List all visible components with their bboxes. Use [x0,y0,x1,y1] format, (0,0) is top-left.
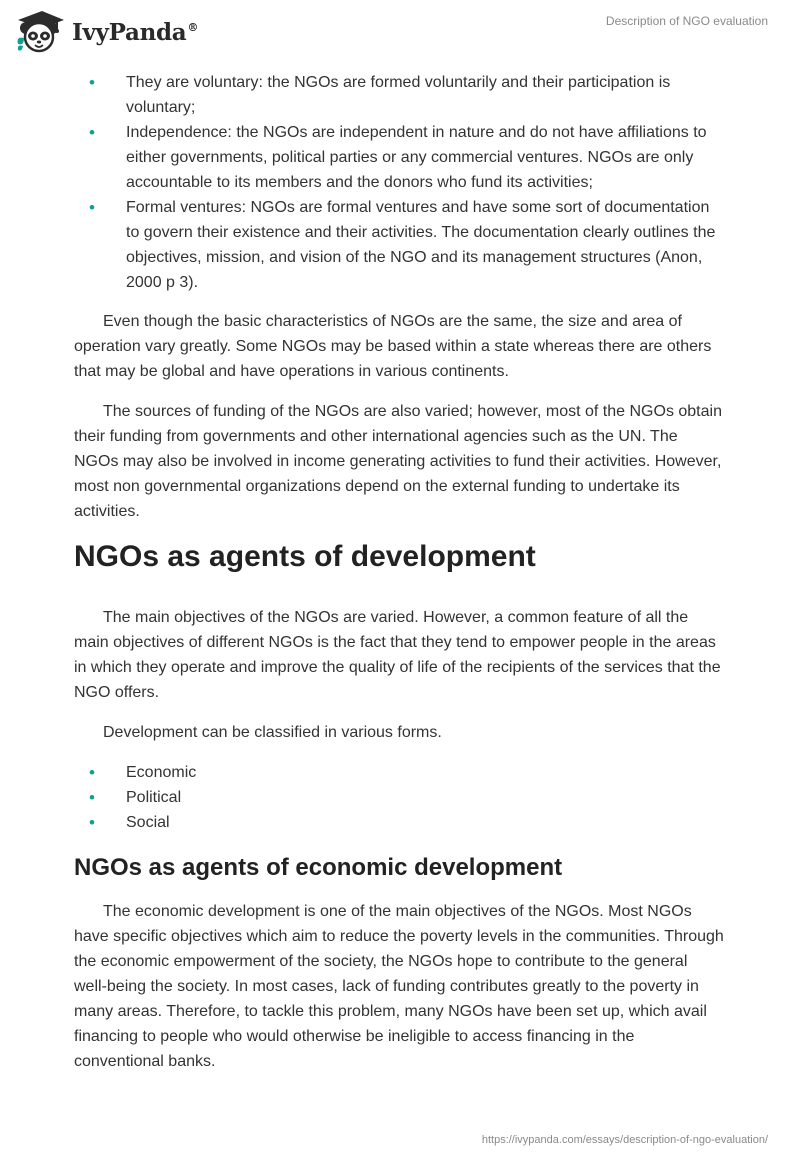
list-item: • Independence: the NGOs are independent in nature and do not have affiliations to either governments, political parties or any commercial ventures. NGOs are only accountable to its members and the donors who fund its activities; [74,120,724,195]
list-item: • Social [74,810,724,835]
ivypanda-logo[interactable] [14,8,198,54]
source-url[interactable]: https://ivypanda.com/essays/description-of-ngo-evaluation/ [481,1134,768,1146]
bullet-dot-icon: • [89,763,95,782]
bullet-dot-icon: • [89,788,95,807]
development-forms-list [74,760,724,835]
paragraph: Even though the basic characteristics of NGOs are the same, the size and area of operation vary greatly. Some NGOs may be based within a state whereas there are others that may be global and have operations in various continents. [74,313,712,380]
bullet-dot-icon: • [89,198,95,217]
document-title: Description of NGO evaluation [605,14,768,28]
page-header [0,0,800,62]
paragraph: Development can be classified in various forms. [103,724,442,741]
bullet-dot-icon: • [89,73,95,92]
bullet-dot-icon: • [89,123,95,142]
logo-text: IvyPanda® [72,18,199,46]
paragraph: The main objectives of the NGOs are varied. However, a common feature of all the main objectives of different NGOs is the fact that they tend to empower people in the areas in which they operate and improve the quality of life of the recipients of the services that the NGO offers. [74,609,721,701]
paragraph: The sources of funding of the NGOs are also varied; however, most of the NGOs obtain their funding from governments and other international agencies such as the UN. The NGOs may also be involved in income generating activities to fund their activities. However, most non governmental organizations depend on the external funding to undertake its activities. [74,403,722,520]
list-item: • Political [74,785,724,810]
subsection-heading: NGOs as agents of economic development [74,854,563,881]
paragraph: The economic development is one of the main objectives of the NGOs. Most NGOs have specific objectives which aim to reduce the poverty levels in the communities. Through the economic empowerment of the society, the NGOs hope to contribute to the general well-being the society. In most cases, lack of funding contributes greatly to the poverty in many areas. Therefore, to tackle this problem, many NGOs have been set up, which avail financing to people who would otherwise be ineligible to access financing in the conventional banks. [74,903,724,1070]
article-body [74,70,724,1089]
characteristics-list [74,70,724,295]
bullet-dot-icon: • [89,813,95,832]
section-heading: NGOs as agents of development [74,540,536,573]
list-item: • They are voluntary: the NGOs are formed voluntarily and their participation is voluntary; [74,70,724,120]
list-item: • Economic [74,760,724,785]
panda-graduate-icon [14,8,66,54]
list-item: • Formal ventures: NGOs are formal ventures and have some sort of documentation to govern their existence and their activities. The documentation clearly outlines the objectives, mission, and vision of the NGO and its management structures (Anon, 2000 p 3). [74,195,724,295]
